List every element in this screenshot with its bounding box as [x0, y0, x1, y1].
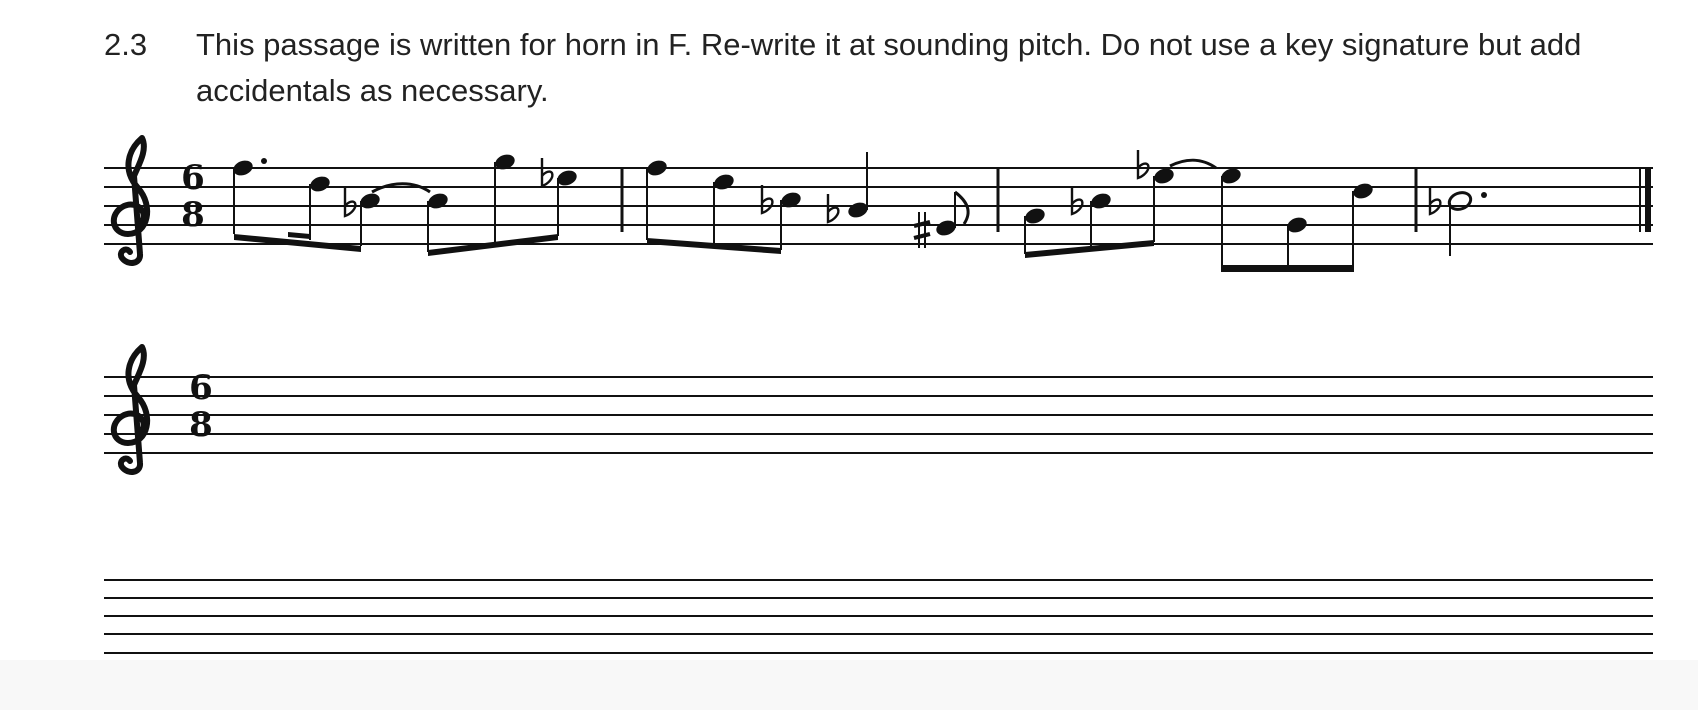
note-b4: [426, 191, 450, 211]
sharp-sign-icon: [914, 212, 930, 248]
note-eb5: [1152, 166, 1176, 186]
flat-sign-icon: [345, 188, 355, 216]
augmentation-dot: [261, 158, 267, 164]
note-d5: [308, 174, 332, 194]
beam: [1025, 240, 1154, 258]
time-signature: [189, 368, 213, 445]
time-signature: [181, 158, 205, 235]
question-number: 2.3: [104, 27, 148, 62]
augmentation-dot: [1481, 192, 1487, 198]
note-g4: [1023, 206, 1047, 226]
blank-staff-lines: [104, 580, 1653, 653]
time-signature-numerator: 6: [189, 368, 213, 408]
flat-sign-icon: [762, 185, 772, 213]
question-instructions: This passage is written for horn in F. Re-write it at sounding pitch. Do not use a key signature but add accidentals as necessary.: [196, 27, 1582, 108]
note-c5: [1351, 181, 1375, 201]
flag: [955, 192, 968, 224]
page-bottom-margin: [0, 660, 1698, 710]
beam: [1221, 265, 1354, 272]
sixteenth-beam: [288, 232, 310, 239]
time-signature-denominator: 8: [189, 405, 213, 445]
given-staff-lines: [104, 168, 1653, 244]
time-signature-denominator: 8: [181, 195, 205, 235]
time-signature-numerator: 6: [181, 158, 205, 198]
note-bb4: [1089, 191, 1113, 211]
flat-sign-icon: [1072, 186, 1082, 214]
flat-sign-icon: [542, 158, 552, 186]
flat-sign-icon: [1430, 186, 1440, 214]
tie: [1170, 160, 1216, 168]
note-d5: [712, 172, 736, 192]
flat-sign-icon: [1138, 150, 1148, 178]
answer-staff-lines: [104, 377, 1653, 453]
measure-4: [1430, 186, 1487, 256]
note-f5: [645, 158, 669, 178]
flat-sign-icon: [828, 194, 838, 222]
